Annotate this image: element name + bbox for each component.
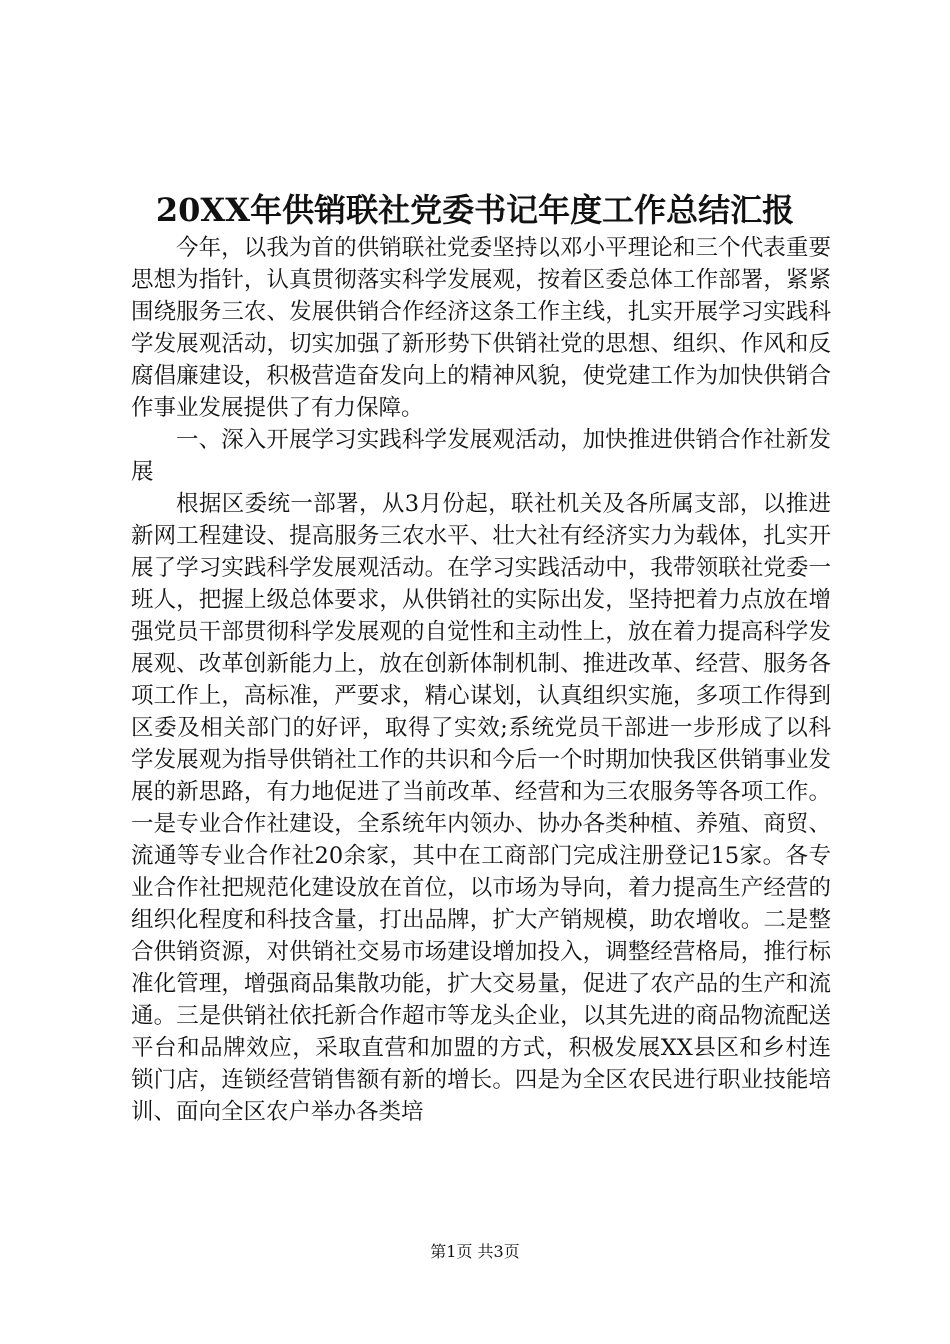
document-title: 20XX年供销联社党委书记年度工作总结汇报 [155,191,795,229]
page-number-footer: 第1页 共3页 [430,1242,520,1261]
document-body [131,232,831,1128]
section-heading-1: 一、深入开展学习实践科学发展观活动，加快推进供销合作社新发展 [131,427,831,485]
paragraph-intro: 今年，以我为首的供销联社党委坚持以邓小平理论和三个代表重要思想为指针，认真贯彻落实科学发展观，按着区委总体工作部署，紧紧围绕服务三农、发展供销合作经济这条工作主线，扎实开展学习实践科学发展观活动，切实加强了新形势下供销社党的思想、组织、作风和反腐倡廉建设，积极营造奋发向上的精神风貌，使党建工作为加快供销合作事业发展提供了有力保障。 [131,235,831,421]
paragraph-section-1: 根据区委统一部署，从3月份起，联社机关及各所属支部，以推进新网工程建设、提高服务三农水平、壮大社有经济实力为载体，扎实开展了学习实践科学发展观活动。在学习实践活动中，我带领联社党委一班人，把握上级总体要求，从供销社的实际出发，坚持把着力点放在增强党员干部贯彻科学发展观的自觉性和主动性上，放在着力提高科学发展观、改革创新能力上，放在创新体制机制、推进改革、经营、服务各项工作上，高标准，严要求，精心谋划，认真组织实施，多项工作得到区委及相关部门的好评，取得了实效;系统党员干部进一步形成了以科学发展观为指导供销社工作的共识和今后一个时期加快我区供销事业发展的新思路，有力地促进了当前改革、经营和为三农服务等各项工作。一是专业合作社建设，全系统年内领办、协办各类种植、养殖、商贸、流通等专业合作社20余家，其中在工商部门完成注册登记15家。各专业合作社把规范化建设放在首位，以市场为导向，着力提高生产经营的组织化程度和科技含量，打出品牌，扩大产销规模，助农增收。二是整合供销资源，对供销社交易市场建设增加投入，调整经营格局，推行标准化管理，增强商品集散功能，扩大交易量，促进了农产品的生产和流通。三是供销社依托新合作超市等龙头企业，以其先进的商品物流配送平台和品牌效应，采取直营和加盟的方式，积极发展XX县区和乡村连锁门店，连锁经营销售额有新的增长。四是为全区农民进行职业技能培训、面向全区农户举办各类培 [131,491,831,1125]
